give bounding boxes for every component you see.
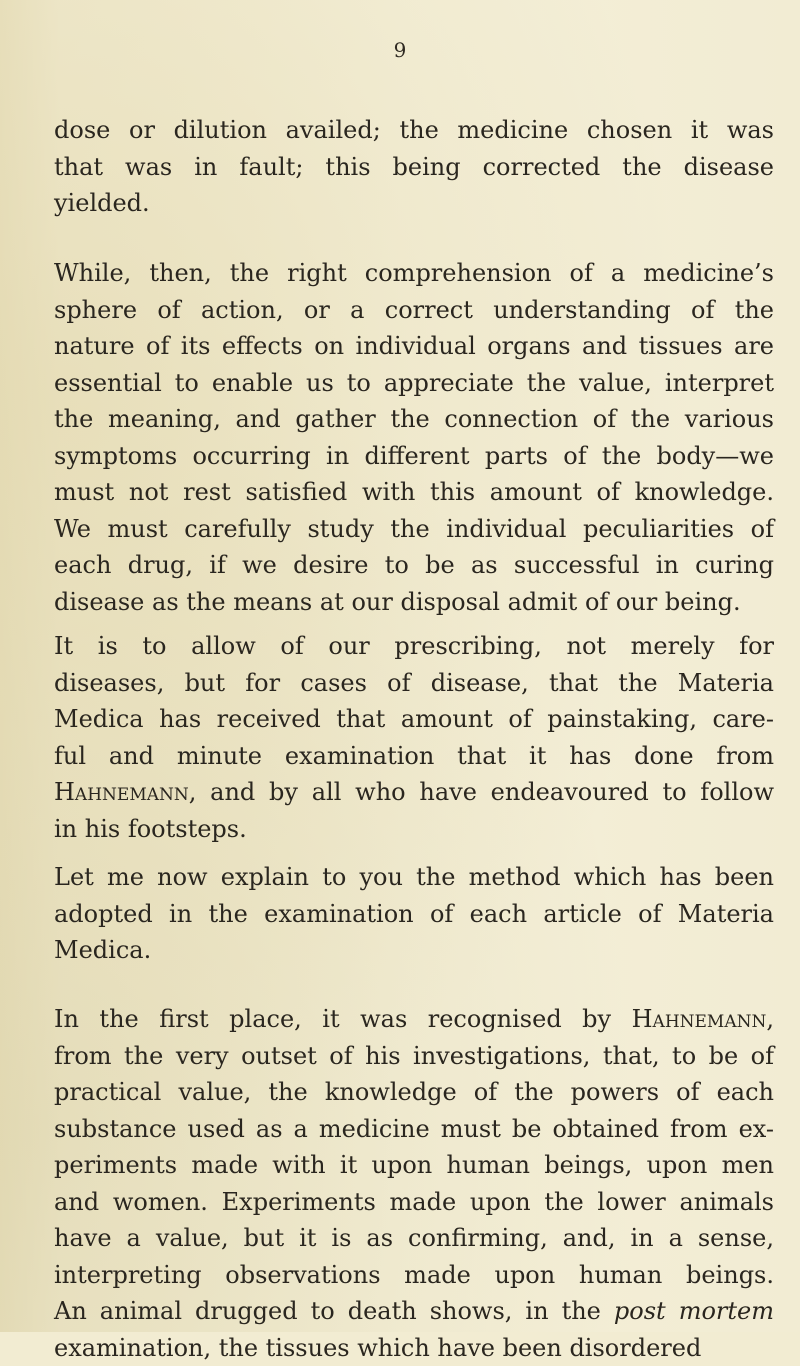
paragraph-5 <box>54 1001 774 1366</box>
author-name-hahnemann: Hahnemann, <box>632 1005 774 1033</box>
text-fragment: and by all who have endeavoured to follow <box>210 778 774 806</box>
text-fragment: In the first place, it was recognised by <box>54 1005 611 1033</box>
text-line: yielded. <box>54 185 774 222</box>
text-line: periments made with it upon human beings, upon men <box>54 1147 774 1184</box>
text-line: Medica. <box>54 932 774 969</box>
text-line <box>54 1293 774 1330</box>
text-line: symptoms occurring in different parts of the body—we <box>54 438 774 475</box>
text-line: each drug, if we desire to be as successful in curing <box>54 547 774 584</box>
text-line: must not rest satisfied with this amount of knowledge. <box>54 474 774 511</box>
text-line: Medica has received that amount of painstaking, care- <box>54 701 774 738</box>
text-line: interpreting observations made upon human beings. <box>54 1257 774 1294</box>
text-line: sphere of action, or a correct understanding of the <box>54 292 774 329</box>
text-line: diseases, but for cases of disease, that the Materia <box>54 665 774 702</box>
paragraph-3 <box>54 628 774 847</box>
text-line: We must carefully study the individual peculiarities of <box>54 511 774 548</box>
text-line: nature of its effects on individual organs and tissues are <box>54 328 774 365</box>
text-line: disease as the means at our disposal admit of our being. <box>54 584 774 621</box>
text-line: Let me now explain to you the method which has been <box>54 859 774 896</box>
author-name-hahnemann: Hahnemann, <box>54 778 196 806</box>
text-fragment: An animal drugged to death shows, in the <box>54 1297 601 1325</box>
text-line: and women. Experiments made upon the lower animals <box>54 1184 774 1221</box>
text-line <box>54 1001 774 1038</box>
text-line: essential to enable us to appreciate the value, interpret <box>54 365 774 402</box>
text-line: the meaning, and gather the connection of the various <box>54 401 774 438</box>
text-line: dose or dilution availed; the medicine chosen it was <box>54 112 774 149</box>
text-line: have a value, but it is as confirming, and, in a sense, <box>54 1220 774 1257</box>
text-line: substance used as a medicine must be obtained from ex- <box>54 1111 774 1148</box>
paragraph-4 <box>54 859 774 969</box>
text-line: practical value, the knowledge of the powers of each <box>54 1074 774 1111</box>
text-line: ful and minute examination that it has done from <box>54 738 774 775</box>
text-line: in his footsteps. <box>54 811 774 848</box>
text-line: examination, the tissues which have been disordered <box>54 1330 774 1366</box>
text-line: from the very outset of his investigations, that, to be of <box>54 1038 774 1075</box>
text-line: adopted in the examination of each article of Materia <box>54 896 774 933</box>
paragraph-2 <box>54 255 774 620</box>
text-line: that was in fault; this being corrected the disease <box>54 149 774 186</box>
text-line: It is to allow of our prescribing, not merely for <box>54 628 774 665</box>
page-number: 9 <box>0 38 800 62</box>
text-line: While, then, the right comprehension of a medicine’s <box>54 255 774 292</box>
italic-phrase: post mortem <box>614 1297 774 1325</box>
text-line <box>54 774 774 811</box>
paragraph-1 <box>54 112 774 222</box>
